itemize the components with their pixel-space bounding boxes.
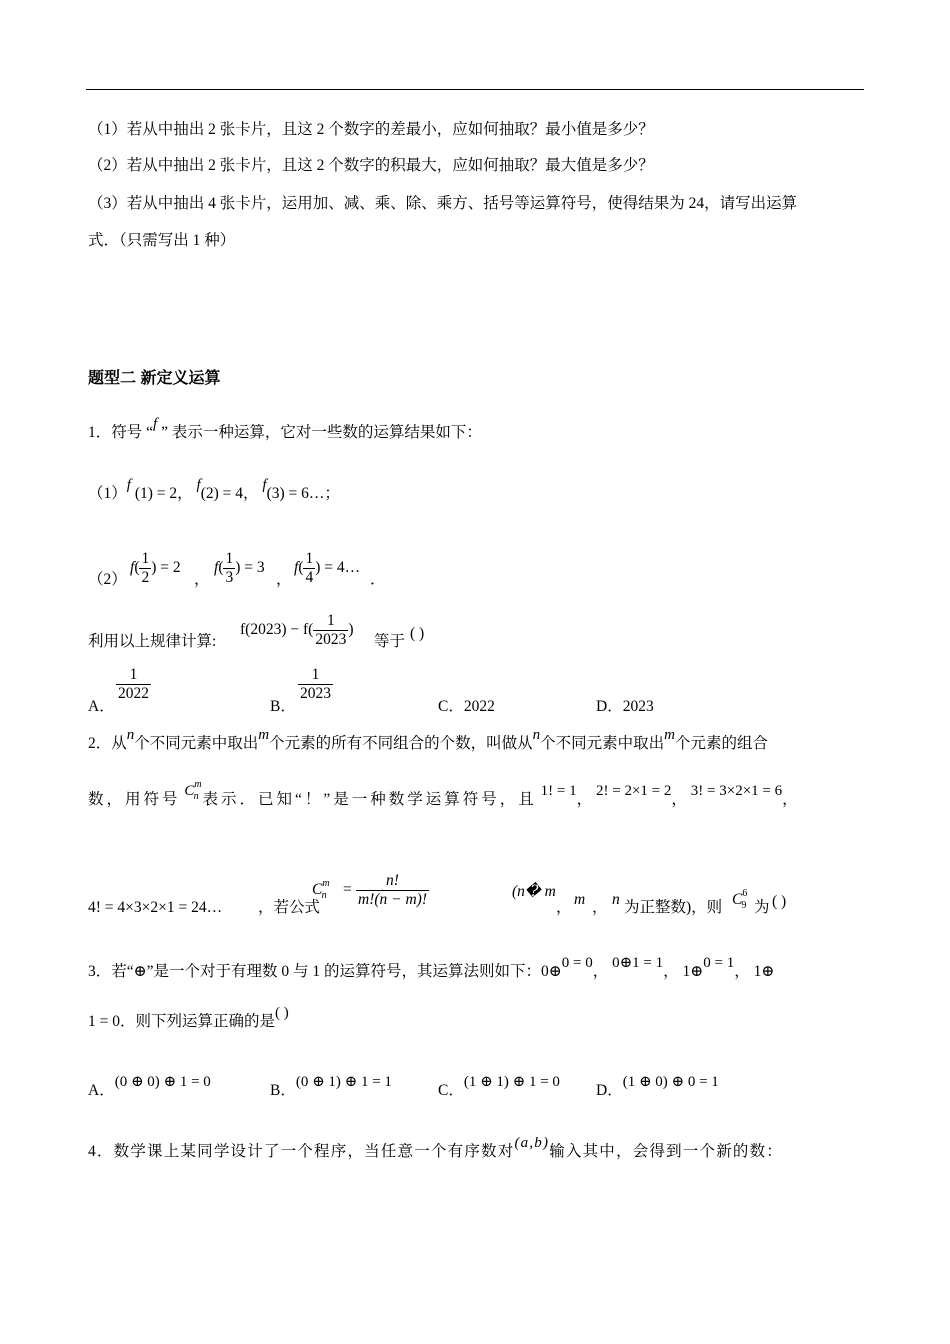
q1-option-d: D．2023: [596, 698, 654, 715]
q3-option-b: B．(0 ⊕ 1) ⊕ 1 = 1: [270, 1074, 392, 1099]
q3-line-1: 3．若“⊕”是一个对于有理数 0 与 1 的运算符号，其运算法则如下：0⊕0 = 0， 0⊕1 = 1， 1⊕0 = 1， 1⊕: [88, 955, 775, 980]
q1-intro: 1．符号 “f ” 表示一种运算，它对一些数的运算结果如下：: [88, 416, 482, 441]
prev-question-part-1: （1）若从中抽出 2 张卡片，且这 2 个数字的差最小，应如何抽取？最小值是多少？: [88, 121, 654, 138]
prev-question-part-3-cont: 式．（只需写出 1 种）: [88, 232, 236, 249]
q4-line-1: 4．数学课上某同学设计了一个程序，当任意一个有序数对(a,b)输入其中，会得到一个新的数：: [88, 1135, 784, 1160]
q1-option-c: C．2022: [438, 698, 495, 715]
q2-line-1: 2．从n个不同元素中取出m个元素的所有不同组合的个数，叫做从n个不同元素中取出m个元素的组合: [88, 727, 769, 752]
q3-line-2: 1 = 0．则下列运算正确的是( ): [88, 1005, 289, 1030]
q3-option-d: D．(1 ⊕ 0) ⊕ 0 = 1: [596, 1074, 719, 1099]
section-title: 题型二 新定义运算: [88, 370, 221, 387]
q2-line-2: 数，用符号 $C^m_n$ 表示．已知“！”是一种数学运算符号，且 1! = 1， 2! = 2×1 = 2， 3! = 3×2×1 = 6，: [88, 779, 798, 808]
q3-option-c: C．(1 ⊕ 1) ⊕ 1 = 0: [438, 1074, 560, 1099]
q1-rule-1: （1）f (1) = 2， f(2) = 4， f(3) = 6…；: [88, 477, 340, 502]
header-rule: [86, 89, 864, 90]
document-page: （1）若从中抽出 2 张卡片，且这 2 个数字的差最小，应如何抽取？最小值是多少？ （2）若从中抽出 2 张卡片，且这 2 个数字的积最大，应如何抽取？最大值是多少？ （3）若从中抽出 4 张卡片，运用加、减、乘、除、乘方、括号等运算符号，使得结果为 24，请写出运算 式．（只需写出 1 种） 题型二 新定义运算 1．符号 “f ” 表示一种运算，它对一些数的运算结果如下： （1）f (1) = 2， f(2) = 4， f(3) = 6…； （2） f( $\frac{1}{2}$ ) = 2 ， f( $\frac{1}{3}$ ) = 3 ， f( $\frac{1}{4}$ ) = 4… ． 利用以上规律计算: f(2023) − f( $\frac{1}{2023}$ ) 等于 ( ) A． $\frac{1}{2022}$ B． $\frac{1}{2023}$ C．2022 D．2023 2．从n个不同元素中取出m个元素的所有不同组合的个数，叫做从n个不同元素中取出m个元素的组合 数，用符号 $C^m_n$ 表示．已知“！”是一种数学运算符号，且 1! = 1， 2! = 2×1 = 2， 3! = 3×2×1 = 6， 4! = 4×3×2×1 = 24… ，若公式 $C^m_n$ = $\frac{n!}{m!(n - m)!}$ (n� m ， m ， n 为正整数)，则 $C^6_9$ 为 ( ) 3．若“⊕”是一个对于有理数 0 与 1 的运算符号，其运算法则如下：0⊕0 = 0， 0⊕1 = 1， 1⊕0 = 1， 1⊕ 1 = 0．则下列运算正确的是( ) A．(0 ⊕ 0) ⊕ 1 = 0 B．(0 ⊕ 1) ⊕ 1 = 1 C．(1 ⊕ 1) ⊕ 1 = 0 D．(1 ⊕ 0) ⊕ 0 = 1 4．数学课上某同学设计了一个程序，当任意一个有序数对(a,b)输入其中，会得到一个新的数：: [0, 0, 950, 1344]
prev-question-part-3: （3）若从中抽出 4 张卡片，运用加、减、乘、除、乘方、括号等运算符号，使得结果为 24，请写出运算: [88, 195, 798, 212]
prev-question-part-2: （2）若从中抽出 2 张卡片，且这 2 个数字的积最大，应如何抽取？最大值是多少？: [88, 157, 654, 174]
q3-option-a: A．(0 ⊕ 0) ⊕ 1 = 0: [88, 1074, 211, 1099]
